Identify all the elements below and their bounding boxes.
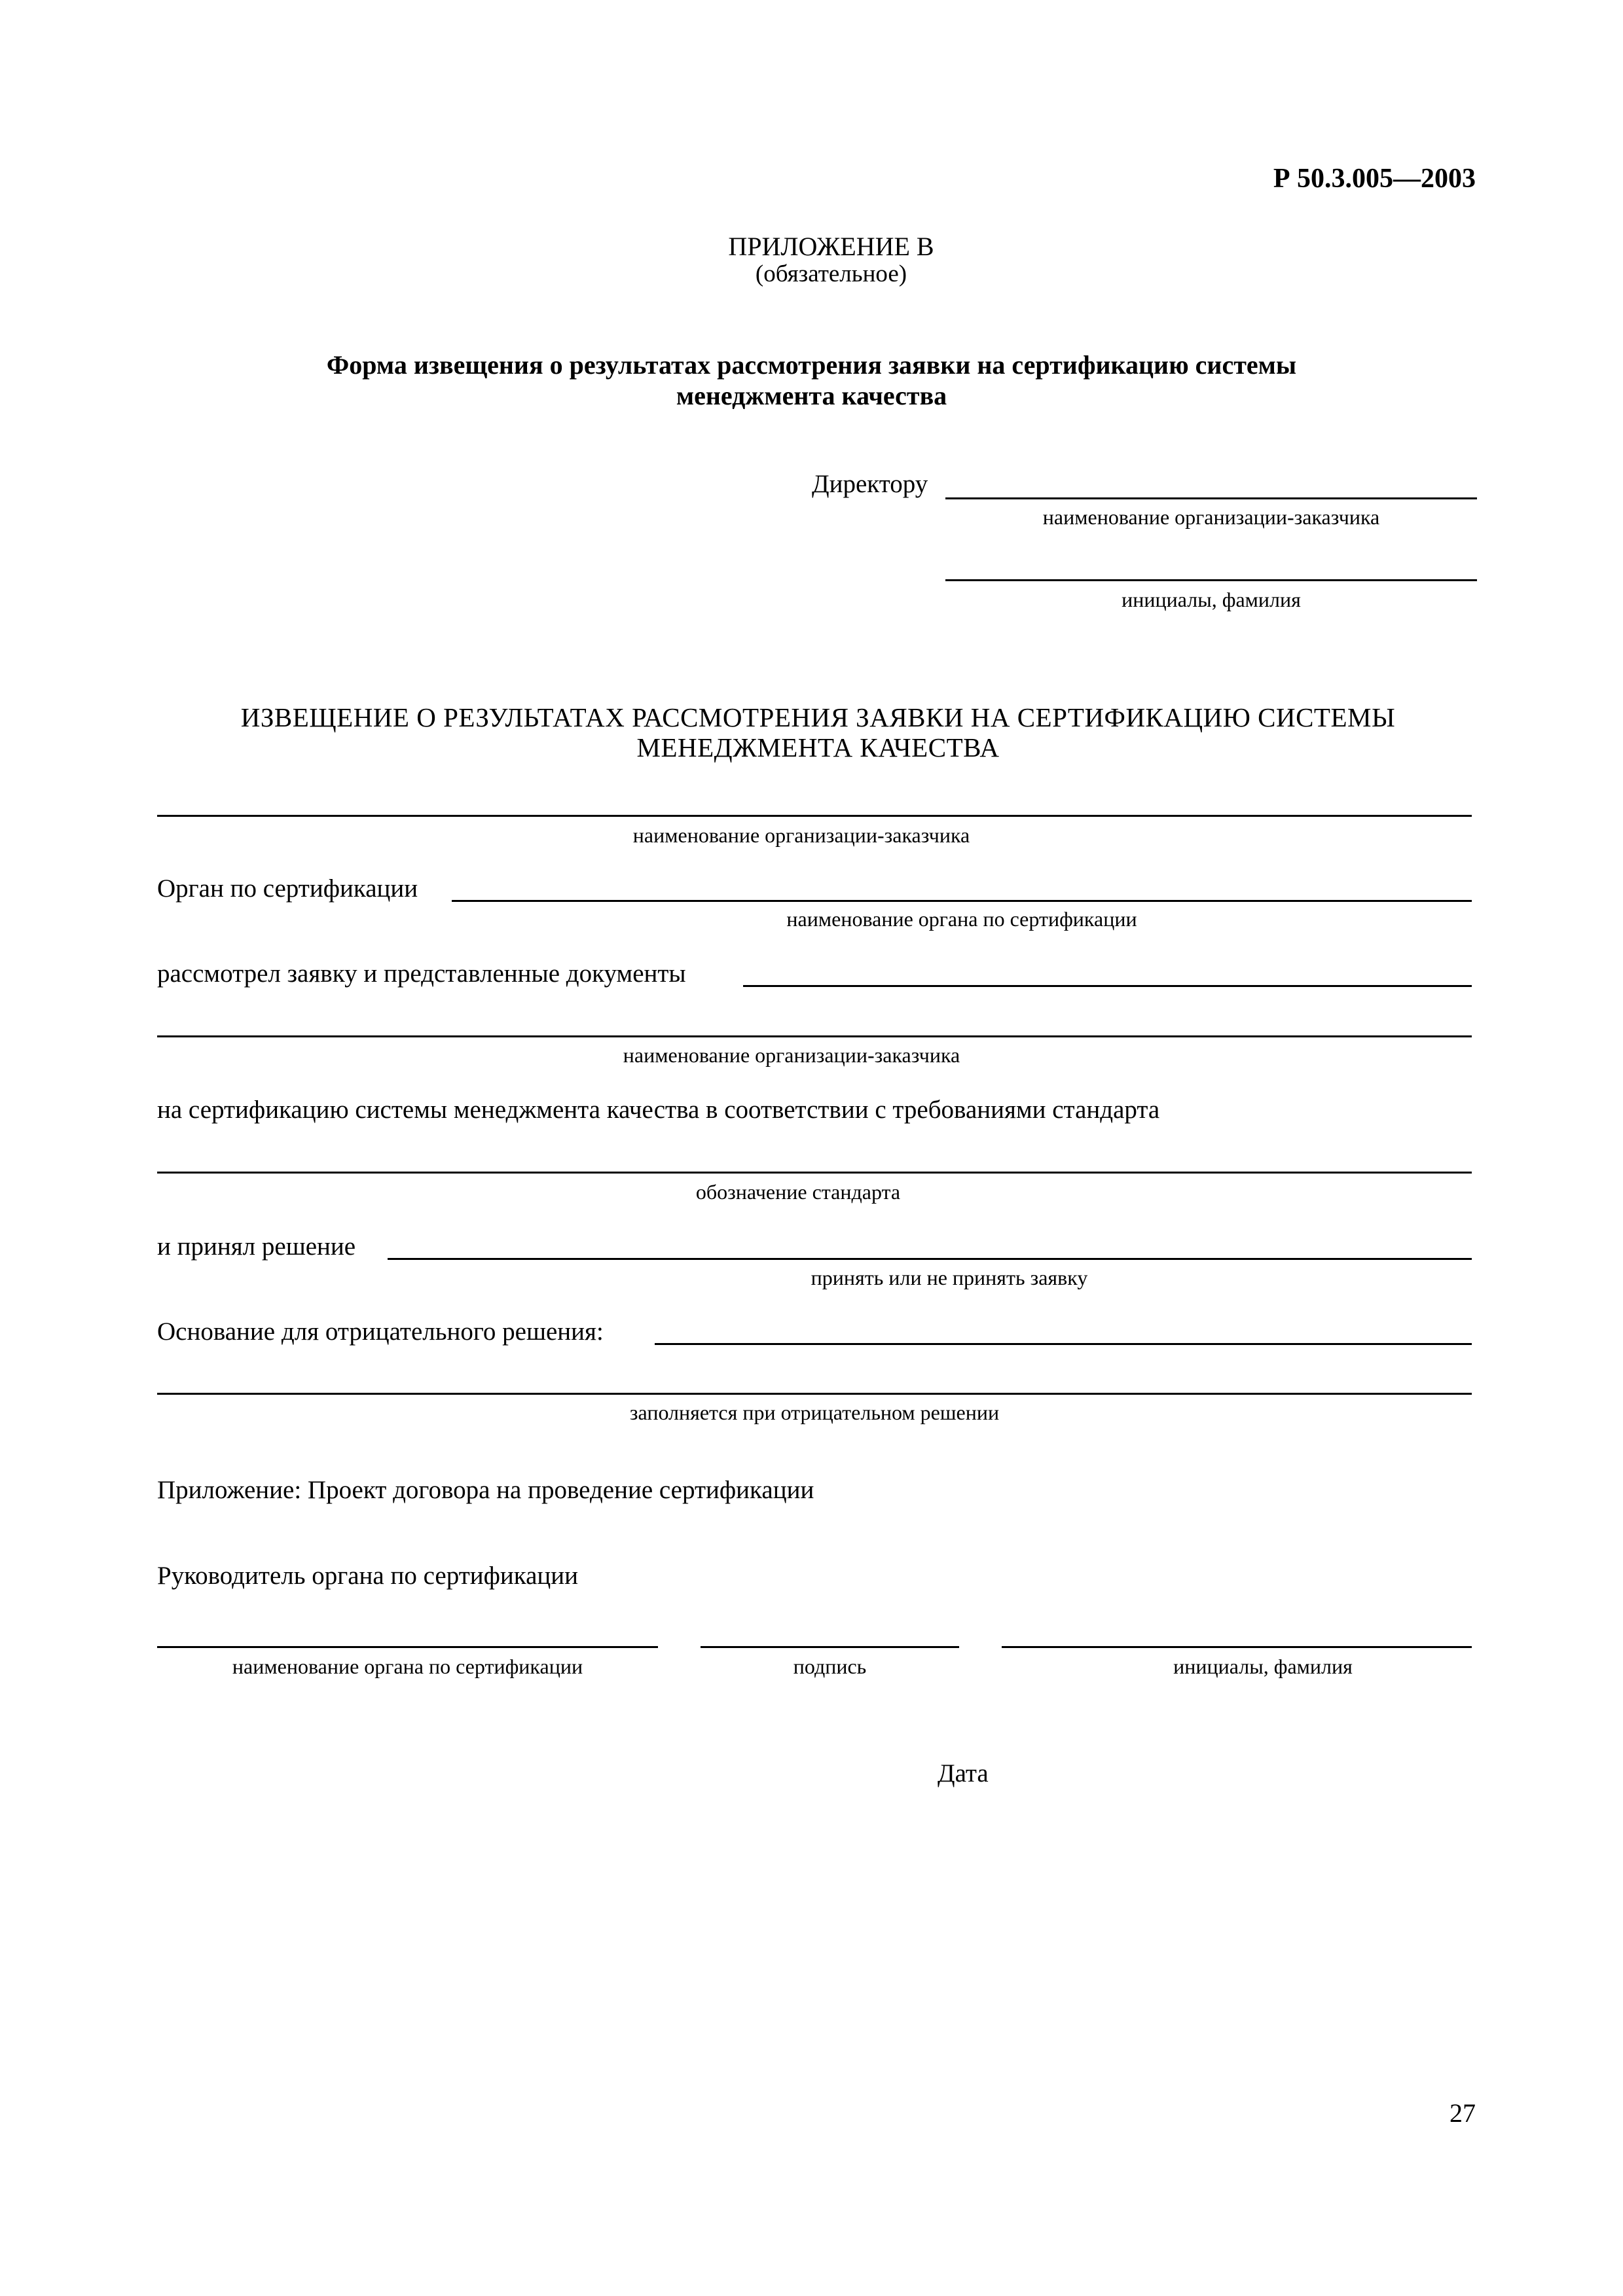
customer-org-field-1[interactable] (157, 815, 1472, 817)
notice-title-line-1 (0, 704, 1623, 731)
head-label: Руководитель органа по сертификации (157, 1562, 579, 1590)
form-title-line-1 (0, 352, 1623, 378)
signature-body-field[interactable] (157, 1646, 658, 1648)
notice-title-line-1-text: ИЗВЕЩЕНИЕ О РЕЗУЛЬТАТАХ РАССМОТРЕНИЯ ЗАЯВКИ НА СЕРТИФИКАЦИЮ СИСТЕМЫ (240, 702, 1396, 732)
basis-field-2[interactable] (157, 1393, 1472, 1395)
signature-name-caption (1002, 1656, 1472, 1677)
decision-caption-text: принять или не принять заявку (811, 1266, 1088, 1289)
standard-sentence: на сертификацию системы менеджмента качества в соответствии с требованиями стандарта (157, 1096, 1160, 1124)
notice-title-line-2-text: МЕНЕДЖМЕНТА КАЧЕСТВА (636, 732, 1000, 762)
appendix-status (0, 262, 1623, 286)
director-name-caption: инициалы, фамилия (1122, 588, 1301, 611)
basis-caption (157, 1402, 1472, 1423)
signature-sign-caption: подпись (793, 1655, 867, 1678)
appendix-status-text: (обязательное) (755, 260, 907, 287)
cert-body-label: Орган по сертификации (157, 874, 418, 903)
basis-label: Основание для отрицательного решения: (157, 1318, 604, 1346)
director-name-field[interactable] (945, 579, 1477, 581)
appendix-title-text: ПРИЛОЖЕНИЕ В (728, 232, 934, 261)
standard-field[interactable] (157, 1172, 1472, 1174)
customer-org-caption-2-text: наименование организации-заказчика (623, 1043, 960, 1067)
decision-caption (388, 1267, 1472, 1288)
appendix-title (0, 234, 1623, 260)
reviewed-label: рассмотрел заявку и представленные документы (157, 960, 686, 988)
reviewed-field[interactable] (743, 985, 1472, 987)
basis-caption-text: заполняется при отрицательном решении (629, 1401, 1000, 1424)
form-title-line-1-text: Форма извещения о результатах рассмотрения заявки на сертификацию системы (326, 350, 1297, 380)
customer-org-field-2[interactable] (157, 1035, 1472, 1037)
standard-caption-text: обозначение стандарта (695, 1180, 901, 1204)
director-org-caption: наименование организации-заказчика (1042, 505, 1380, 529)
customer-org-caption-1 (157, 825, 1472, 846)
cert-body-caption: наименование органа по сертификации (786, 907, 1137, 931)
date-label: Дата (938, 1759, 989, 1787)
signature-name-caption-text: инициалы, фамилия (1173, 1655, 1353, 1678)
customer-org-caption-2 (157, 1045, 1472, 1066)
cert-body-field[interactable] (452, 900, 1472, 902)
signature-sign-field[interactable] (701, 1646, 959, 1648)
signature-name-field[interactable] (1002, 1646, 1472, 1648)
signature-body-caption: наименование органа по сертификации (232, 1655, 583, 1678)
document-code: Р 50.3.005—2003 (1273, 164, 1476, 194)
notice-title-line-2 (0, 734, 1623, 761)
form-title-line-2-text: менеджмента качества (676, 381, 947, 410)
page-number: 27 (1450, 2098, 1476, 2128)
customer-org-caption-1-text: наименование организации-заказчика (632, 823, 970, 847)
director-org-field[interactable] (945, 497, 1477, 499)
standard-caption (157, 1181, 1472, 1202)
form-title-line-2 (0, 383, 1623, 409)
attachment-note: Приложение: Проект договора на проведение сертификации (157, 1476, 814, 1504)
decision-label: и принял решение (157, 1232, 356, 1261)
decision-field[interactable] (388, 1258, 1472, 1260)
basis-field-1[interactable] (655, 1343, 1472, 1345)
director-label: Директору (812, 470, 928, 498)
